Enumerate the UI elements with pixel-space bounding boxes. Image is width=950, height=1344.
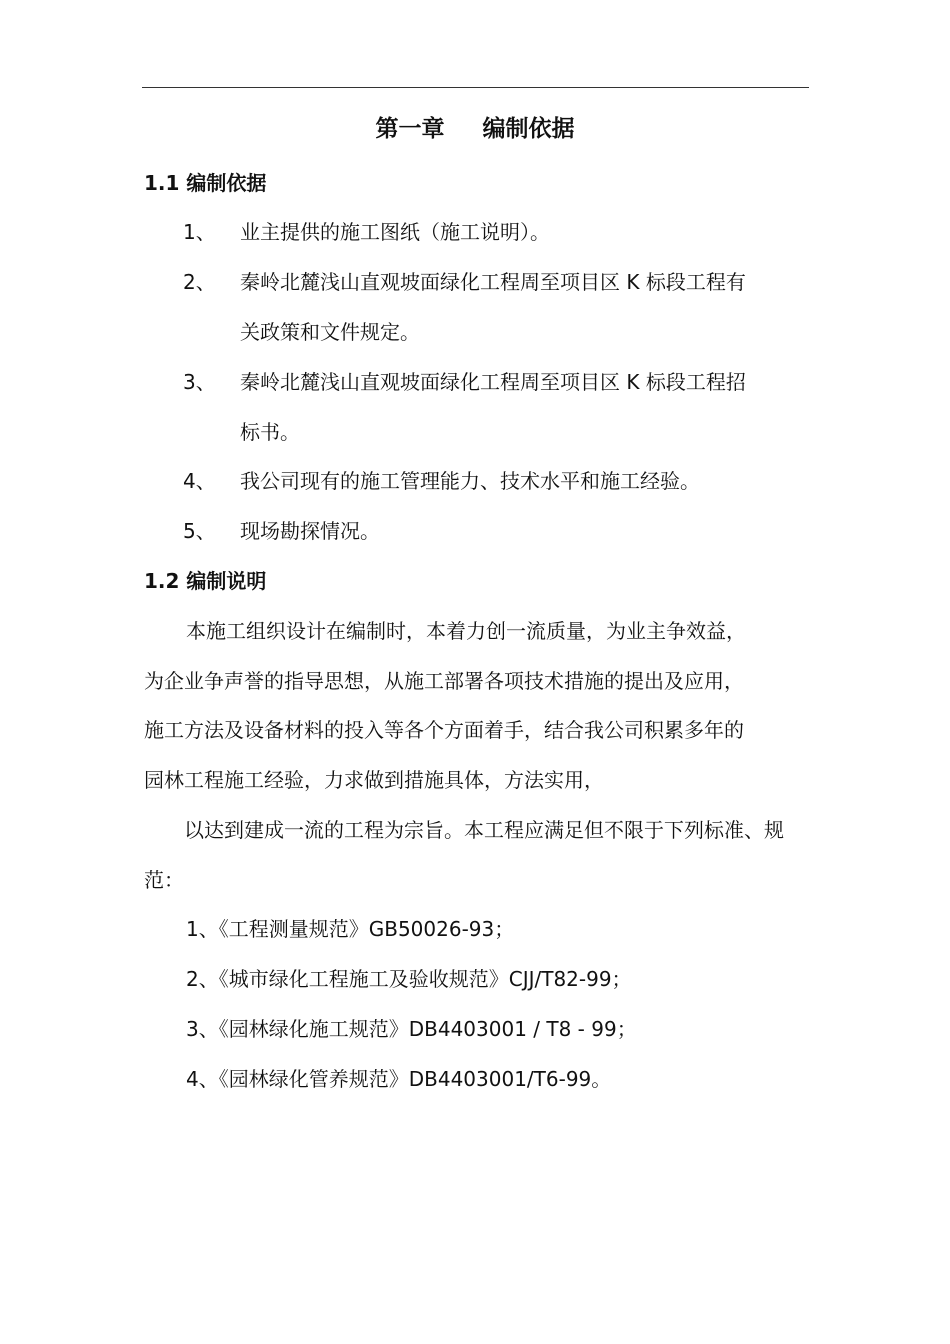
chapter-name: 编制依据 — [482, 116, 575, 142]
standard-item: 1、《工程测量规范》GB50026-93； — [186, 917, 515, 941]
section-heading-1-1: 1.1 编制依据 — [144, 171, 267, 195]
list-item-text: 业主提供的施工图纸（施工说明）。 — [240, 220, 550, 244]
standard-item: 3、《园林绿化施工规范》DB4403001 / T8 - 99； — [186, 1017, 637, 1041]
paragraph-line: 本施工组织设计在编制时，本着力创一流质量，为业主争效益， — [186, 619, 746, 643]
list-item-text-continued: 标书。 — [240, 420, 300, 444]
standard-item: 2、《城市绿化工程施工及验收规范》CJJ/T82-99； — [186, 967, 632, 991]
paragraph-line: 园林工程施工经验，力求做到措施具体，方法实用， — [144, 768, 604, 792]
chapter-title — [0, 112, 950, 146]
chapter-number: 第一章 — [375, 116, 445, 142]
list-item-number: 2、 — [183, 270, 216, 294]
paragraph-line: 为企业争声誉的指导思想，从施工部署各项技术措施的提出及应用， — [144, 669, 744, 693]
section-heading-1-2: 1.2 编制说明 — [144, 569, 267, 593]
paragraph-line: 施工方法及设备材料的投入等各个方面着手，结合我公司积累多年的 — [144, 718, 744, 742]
list-item-number: 3、 — [183, 370, 216, 394]
paragraph-line: 范： — [144, 868, 184, 892]
list-item-text: 我公司现有的施工管理能力、技术水平和施工经验。 — [240, 469, 700, 493]
list-item-number: 1、 — [183, 220, 216, 244]
standard-item: 4、《园林绿化管养规范》DB4403001/T6-99。 — [186, 1067, 612, 1091]
paragraph-line: 以达到建成一流的工程为宗旨。本工程应满足但不限于下列标准、规 — [184, 818, 784, 842]
list-item-number: 4、 — [183, 469, 216, 493]
list-item-text: 现场勘探情况。 — [240, 519, 380, 543]
list-item-number: 5、 — [183, 519, 216, 543]
list-item-text: 秦岭北麓浅山直观坡面绿化工程周至项目区 K 标段工程招 — [240, 370, 746, 394]
list-item-text-continued: 关政策和文件规定。 — [240, 320, 420, 344]
header-rule — [142, 87, 809, 88]
list-item-text: 秦岭北麓浅山直观坡面绿化工程周至项目区 K 标段工程有 — [240, 270, 746, 294]
